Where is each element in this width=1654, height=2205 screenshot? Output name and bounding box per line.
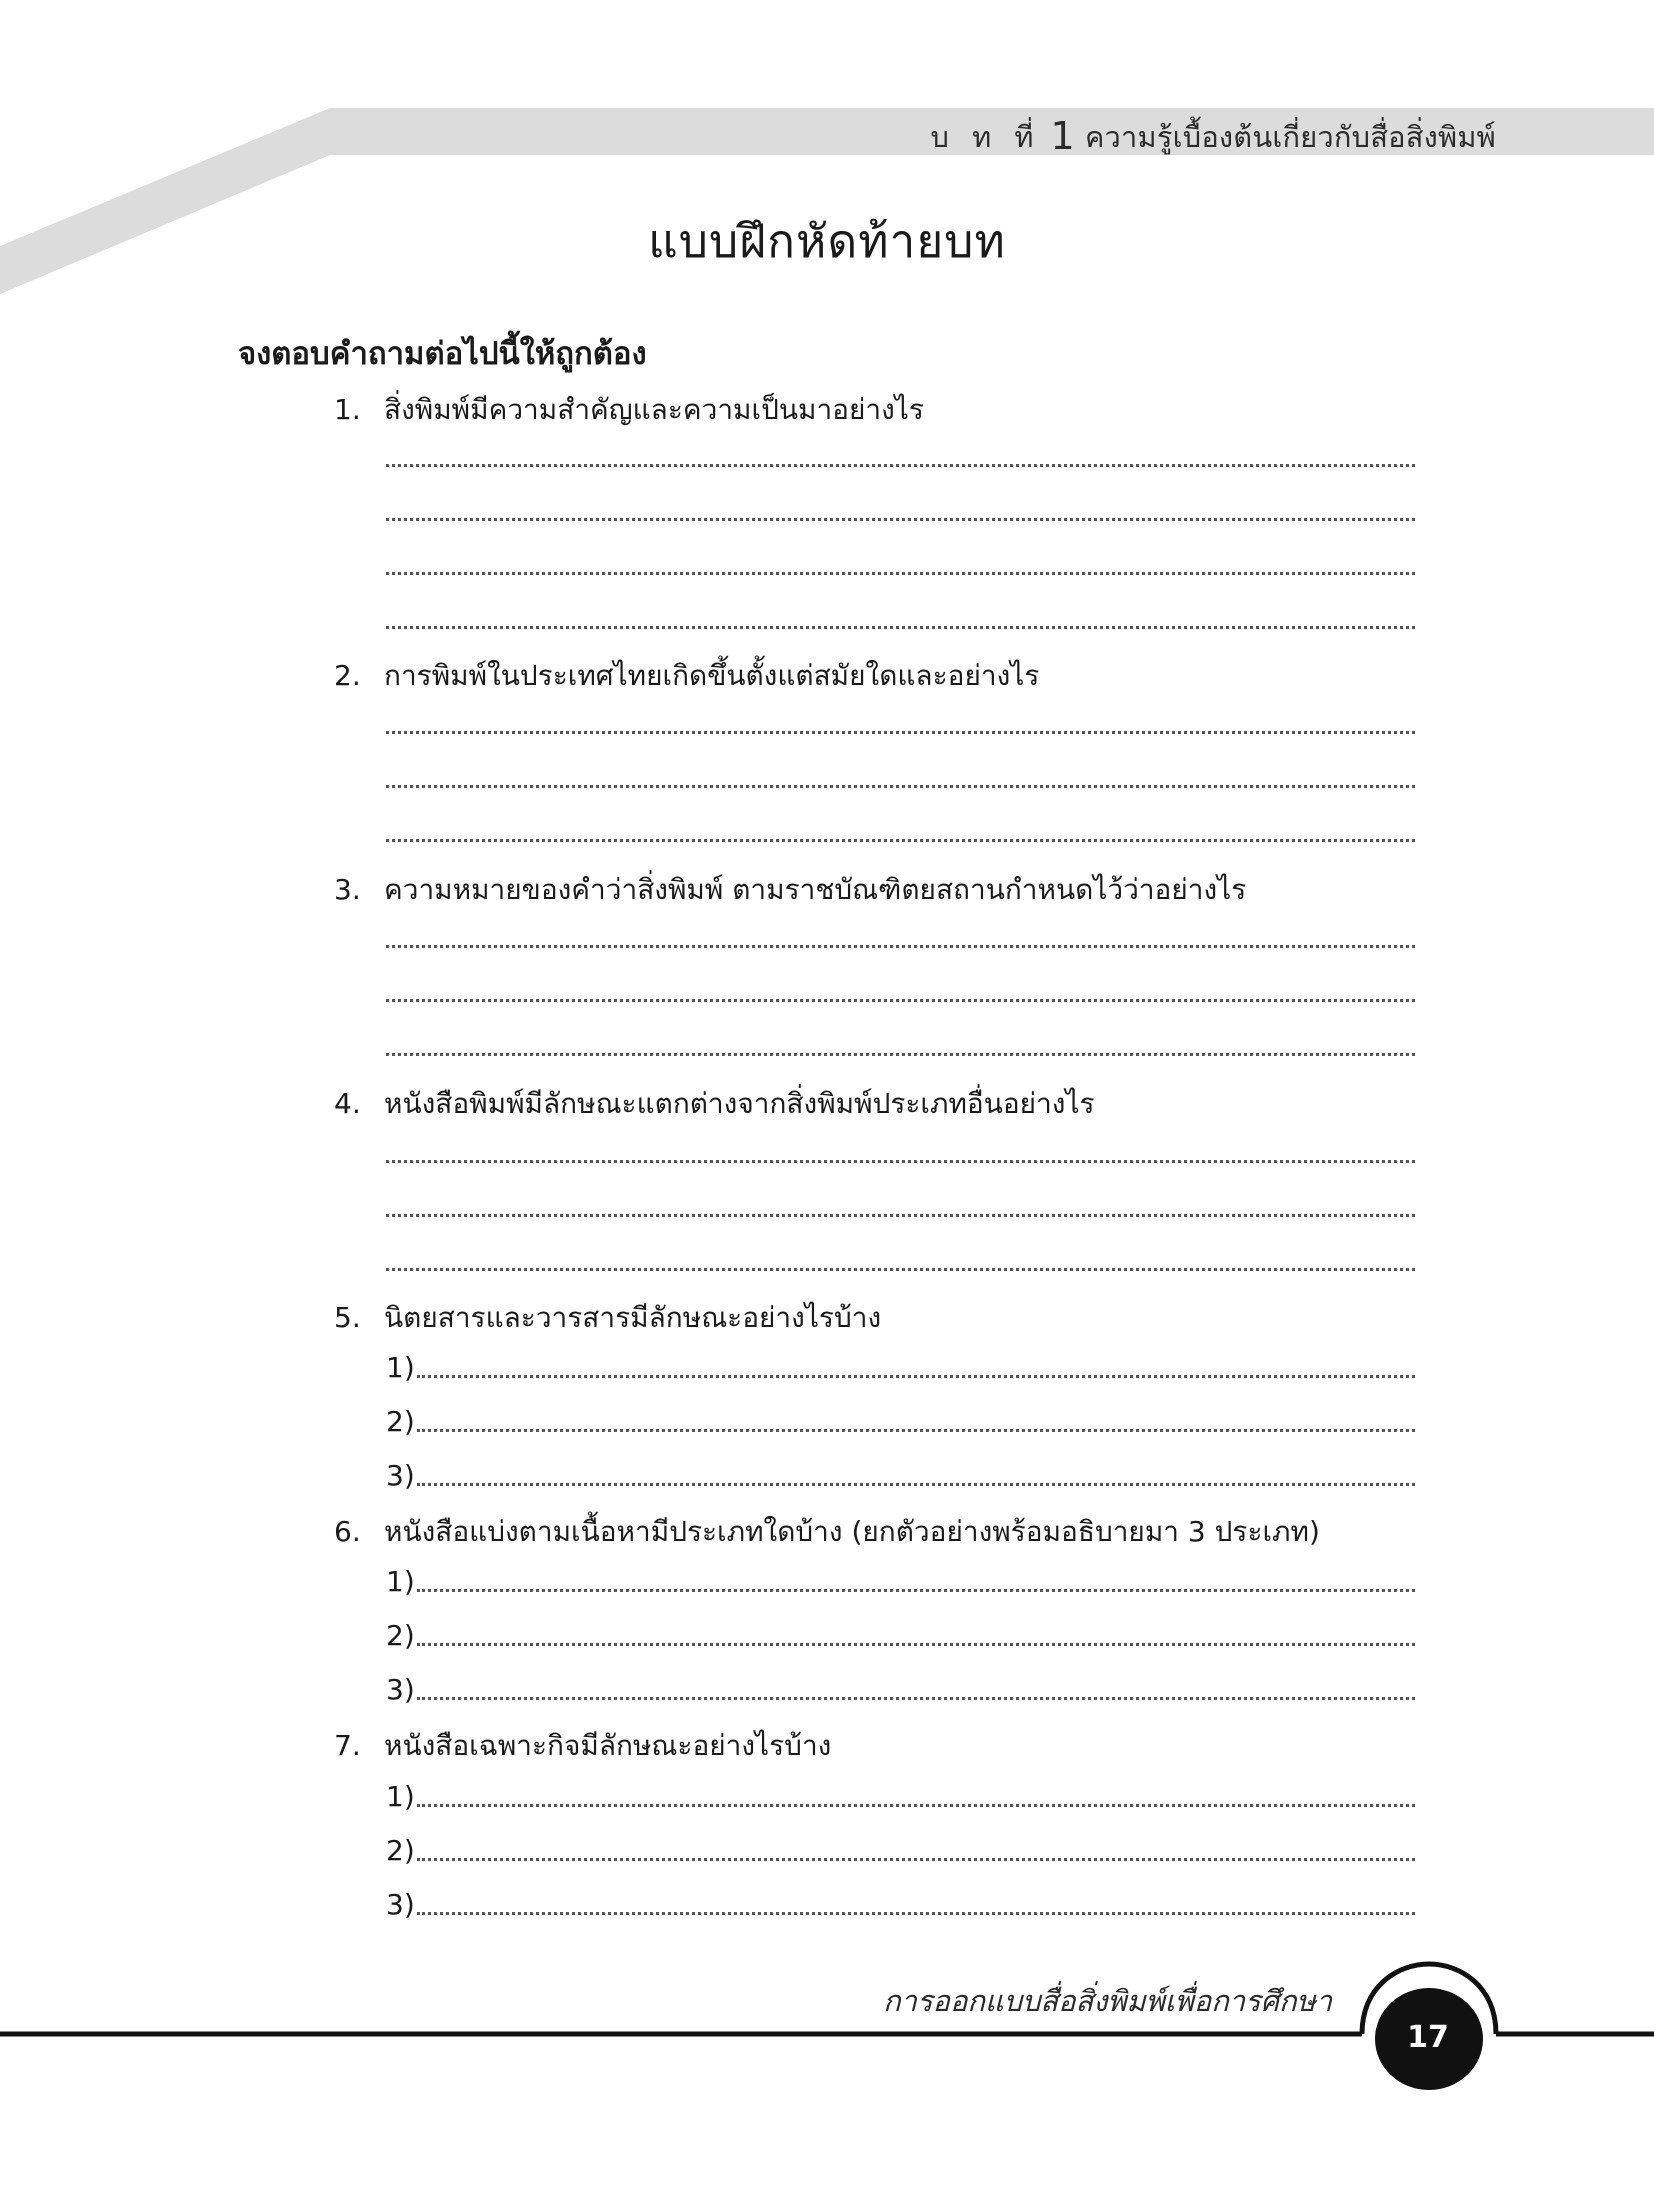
- item-label: 1): [386, 1351, 415, 1384]
- question-1: [334, 388, 924, 432]
- item-dots: [417, 1643, 1415, 1646]
- question-4: [334, 1082, 1095, 1126]
- question-number: 7.: [334, 1729, 361, 1762]
- question-text: หนังสือแบ่งตามเนื้อหามีประเภทใดบ้าง (ยกตัวอย่างพร้อมอธิบายมา 3 ประเภท): [384, 1515, 1320, 1548]
- question-text: หนังสือพิมพ์มีลักษณะแตกต่างจากสิ่งพิมพ์ประเภทอื่นอย่างไร: [384, 1087, 1095, 1120]
- answer-item[interactable]: [386, 1556, 1415, 1596]
- question-7: [334, 1724, 831, 1768]
- chapter-title: ความรู้เบื้องต้นเกี่ยวกับสื่อสิ่งพิมพ์: [1084, 120, 1496, 154]
- item-label: 2): [386, 1834, 415, 1867]
- question-text: สิ่งพิมพ์มีความสำคัญและความเป็นมาอย่างไร: [384, 393, 924, 426]
- item-label: 3): [386, 1888, 415, 1921]
- question-number: 1.: [334, 393, 361, 426]
- question-5: [334, 1296, 881, 1340]
- item-label: 1): [386, 1780, 415, 1813]
- answer-item[interactable]: [386, 1396, 1415, 1436]
- answer-line[interactable]: [386, 1268, 1415, 1271]
- answer-line[interactable]: [386, 785, 1415, 788]
- item-dots: [417, 1589, 1415, 1592]
- item-dots: [417, 1858, 1415, 1861]
- page-number: 17: [1407, 2020, 1449, 2055]
- answer-item[interactable]: [386, 1879, 1415, 1919]
- answer-line[interactable]: [386, 1053, 1415, 1056]
- item-label: 2): [386, 1405, 415, 1438]
- answer-item[interactable]: [386, 1664, 1415, 1704]
- question-number: 4.: [334, 1087, 361, 1120]
- answer-item[interactable]: [386, 1610, 1415, 1650]
- item-dots: [417, 1697, 1415, 1700]
- chapter-number: 1: [1050, 114, 1075, 158]
- footer-book-title: การออกแบบสื่อสิ่งพิมพ์เพื่อการศึกษา: [883, 1984, 1332, 2018]
- answer-line[interactable]: [386, 1160, 1415, 1163]
- answer-line[interactable]: [386, 839, 1415, 842]
- question-3: [334, 868, 1246, 912]
- chapter-label: บ ท ที่: [930, 120, 1041, 154]
- answer-line[interactable]: [386, 945, 1415, 948]
- answer-line[interactable]: [386, 464, 1415, 467]
- question-number: 5.: [334, 1301, 361, 1334]
- answer-item[interactable]: [386, 1342, 1415, 1382]
- instruction-heading: จงตอบคำถามต่อไปนี้ให้ถูกต้อง: [238, 336, 647, 372]
- answer-item[interactable]: [386, 1825, 1415, 1865]
- item-label: 2): [386, 1619, 415, 1652]
- question-6: [334, 1510, 1320, 1554]
- item-label: 3): [386, 1459, 415, 1492]
- item-dots: [417, 1429, 1415, 1432]
- answer-line[interactable]: [386, 518, 1415, 521]
- answer-item[interactable]: [386, 1771, 1415, 1811]
- question-number: 3.: [334, 873, 361, 906]
- answer-line[interactable]: [386, 731, 1415, 734]
- answer-item[interactable]: [386, 1450, 1415, 1490]
- answer-line[interactable]: [386, 572, 1415, 575]
- page-title: แบบฝึกหัดท้ายบท: [648, 214, 1006, 268]
- question-text: หนังสือเฉพาะกิจมีลักษณะอย่างไรบ้าง: [384, 1729, 832, 1762]
- question-text: ความหมายของคำว่าสิ่งพิมพ์ ตามราชบัณฑิตยสถานกำหนดไว้ว่าอย่างไร: [384, 873, 1247, 906]
- item-dots: [417, 1804, 1415, 1807]
- answer-line[interactable]: [386, 999, 1415, 1002]
- question-number: 2.: [334, 659, 361, 692]
- item-label: 1): [386, 1565, 415, 1598]
- chapter-header: [930, 112, 1496, 160]
- item-dots: [417, 1912, 1415, 1915]
- question-text: นิตยสารและวารสารมีลักษณะอย่างไรบ้าง: [384, 1301, 882, 1334]
- item-label: 3): [386, 1673, 415, 1706]
- item-dots: [417, 1483, 1415, 1486]
- answer-line[interactable]: [386, 626, 1415, 629]
- question-number: 6.: [334, 1515, 361, 1548]
- question-text: การพิมพ์ในประเทศไทยเกิดขึ้นตั้งแต่สมัยใดและอย่างไร: [384, 659, 1040, 692]
- item-dots: [417, 1375, 1415, 1378]
- answer-line[interactable]: [386, 1214, 1415, 1217]
- question-2: [334, 654, 1039, 698]
